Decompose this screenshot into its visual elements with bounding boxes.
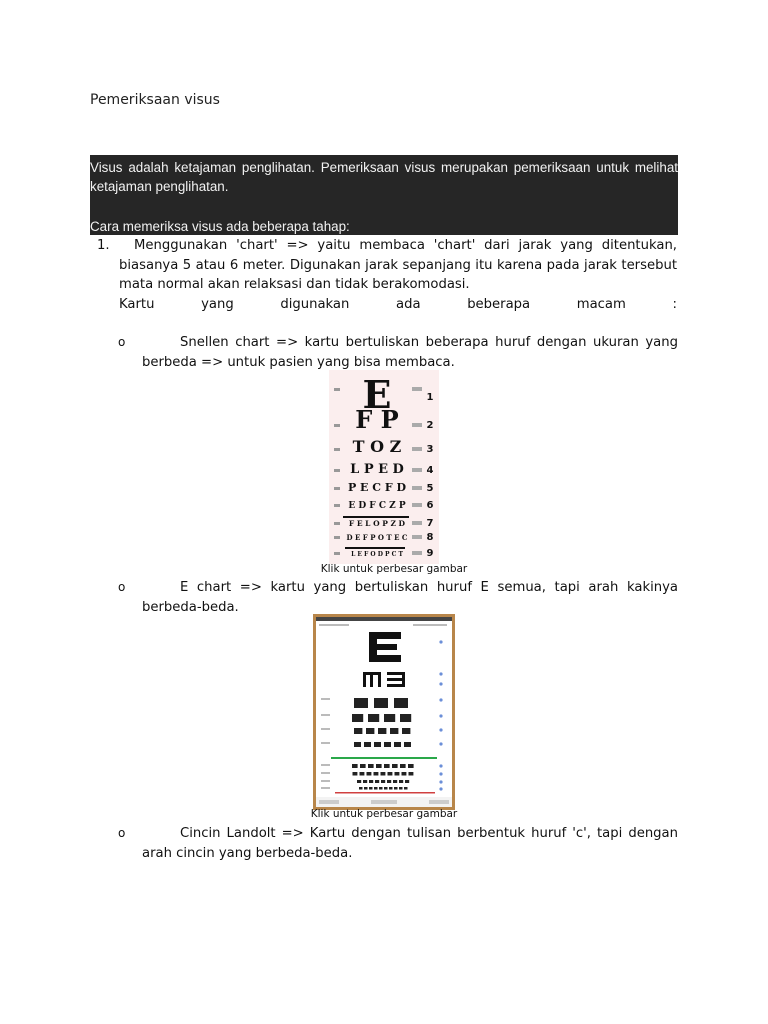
red-line — [335, 792, 435, 794]
e-optotype-small — [400, 764, 406, 768]
bullet-marker: o — [118, 580, 126, 594]
snellen-chart-image[interactable] — [329, 370, 439, 564]
e-row-acuity-label — [321, 764, 330, 766]
bullet-e-chart — [118, 578, 678, 617]
e-optotype-small — [374, 698, 388, 708]
snellen-row-acuity-label — [412, 468, 422, 472]
e-optotype-small — [400, 714, 411, 722]
e-optotype-small — [387, 780, 391, 783]
snellen-row-number: 9 — [426, 548, 434, 559]
e-row-indicator-dot — [439, 742, 442, 745]
step-text — [119, 236, 677, 314]
e-optotype-small — [354, 742, 361, 747]
e-optotype-small — [360, 764, 366, 768]
e-optotype-small — [374, 772, 379, 776]
e-row-indicator-dot — [439, 780, 442, 783]
snellen-row-tick — [334, 448, 340, 451]
snellen-row-letters: L E F O D P C T — [351, 551, 403, 558]
e-optotype-small — [384, 714, 395, 722]
snellen-separator-bar — [345, 547, 405, 549]
e-optotype-small — [402, 728, 410, 734]
snellen-row-number: 3 — [426, 444, 434, 455]
e-optotype-small — [369, 787, 373, 790]
e-optotype-small — [374, 742, 381, 747]
snellen-row-number: 4 — [426, 465, 434, 476]
e-optotype-small — [409, 772, 414, 776]
e-optotype-small — [399, 780, 403, 783]
snellen-row-tick — [334, 487, 340, 490]
e-optotype-small — [366, 728, 374, 734]
e-optotype-small — [394, 787, 398, 790]
last-line-word: yang — [201, 296, 234, 312]
snellen-row-number: 8 — [426, 532, 434, 543]
e-optotype-small — [364, 787, 368, 790]
step-item — [97, 236, 677, 314]
last-line-word: macam — [576, 296, 626, 312]
snellen-row-number: 6 — [426, 500, 434, 511]
last-line-word: digunakan — [280, 296, 350, 312]
e-optotype-small — [394, 742, 401, 747]
e-optotype-small — [388, 772, 393, 776]
snellen-separator-bar — [343, 516, 409, 518]
snellen-row-letters: L P E D — [350, 462, 404, 477]
e-optotype-small — [360, 772, 365, 776]
snellen-row-letters: F E L O P Z D — [348, 519, 406, 528]
e-optotype-small — [378, 728, 386, 734]
snellen-row-letters: F P — [355, 405, 399, 434]
e-row-acuity-label — [321, 698, 330, 700]
e-optotype-small — [384, 787, 388, 790]
bullet-marker: o — [118, 335, 126, 349]
snellen-row-letters: E — [362, 372, 392, 417]
last-line-word: beberapa — [467, 296, 531, 312]
e-optotype-small — [367, 772, 372, 776]
e-row-indicator-dot — [439, 787, 442, 790]
e-optotype-small — [363, 780, 367, 783]
e-optotype-small — [408, 764, 414, 768]
e-optotype-small — [393, 780, 397, 783]
e-optotype-small — [381, 772, 386, 776]
e-optotype-small — [379, 787, 383, 790]
snellen-row-acuity-label — [412, 551, 422, 555]
bullet-snellen — [118, 333, 678, 372]
intro-paragraph: Visus adalah ketajaman penglihatan. Pemeriksaan visus merupakan pemeriksaan untuk melihat ketajaman penglihatan. — [90, 160, 678, 194]
snellen-row-acuity-label — [412, 387, 422, 391]
e-row-indicator-dot — [439, 672, 442, 675]
e-optotype-small — [376, 764, 382, 768]
e-optotype-small — [368, 714, 379, 722]
snellen-row-letters: E D F C Z P — [348, 501, 406, 511]
e-optotype-small — [369, 780, 373, 783]
e-row-acuity-label — [321, 787, 330, 789]
e-optotype-small — [353, 772, 358, 776]
snellen-row-letters: T O Z — [352, 437, 402, 456]
snellen-row-acuity-label — [412, 447, 422, 451]
e-optotype-small — [374, 787, 378, 790]
last-line-word: ada — [396, 296, 421, 312]
e-optotype-small — [384, 764, 390, 768]
e-optotype-large — [369, 632, 401, 662]
last-line-word: : — [672, 296, 677, 312]
e-optotype-small — [389, 787, 393, 790]
e-optotype-small — [405, 780, 409, 783]
e-row-indicator-dot — [439, 698, 442, 701]
e-optotype-small — [384, 742, 391, 747]
e-row-indicator-dot — [439, 714, 442, 717]
snellen-row-acuity-label — [412, 486, 422, 490]
e-row-indicator-dot — [439, 772, 442, 775]
intro-block — [90, 155, 678, 235]
e-row-acuity-label — [321, 772, 330, 774]
step-text-last-line — [119, 295, 677, 315]
snellen-row-tick — [334, 552, 340, 555]
snellen-row-tick — [334, 522, 340, 525]
e-optotype-small — [394, 698, 408, 708]
snellen-row-tick — [334, 504, 340, 507]
step-text-body: Menggunakan 'chart' => yaitu membaca 'chart' dari jarak yang ditentukan, biasanya 5 atau 6 meter. Digunakan jarak sepanjang itu karena pada jarak tersebut mata normal akan relaksasi dan tidak berakomodasi. — [119, 238, 677, 292]
bullet-landolt — [118, 824, 678, 863]
e-optotype-small — [381, 780, 385, 783]
e-optotype-small — [354, 698, 368, 708]
e-optotype-small — [375, 780, 379, 783]
snellen-row-acuity-label — [412, 423, 422, 427]
snellen-row-letters: P E C F D — [347, 481, 407, 494]
e-optotype-small — [404, 787, 408, 790]
e-row-indicator-dot — [439, 640, 442, 643]
snellen-row-acuity-label — [412, 503, 422, 507]
e-row-acuity-label — [321, 742, 330, 744]
e-row-indicator-dot — [439, 682, 442, 685]
landolt-description: Cincin Landolt => Kartu dengan tulisan berbentuk huruf 'c', tapi dengan arah cincin yang berbeda-beda. — [142, 826, 678, 861]
e-chart-description: E chart => kartu yang bertuliskan huruf E semua, tapi arah kakinya berbeda-beda. — [142, 580, 678, 615]
e-optotype-small — [354, 728, 362, 734]
page-title: Pemeriksaan visus — [90, 92, 220, 108]
snellen-row-tick — [334, 536, 340, 539]
e-optotype-small — [352, 714, 363, 722]
snellen-row-letters: D E F P O T E C — [346, 533, 408, 542]
e-optotype-small — [402, 772, 407, 776]
snellen-row-number: 2 — [426, 420, 434, 431]
e-optotype-small — [392, 764, 398, 768]
e-optotype-small — [404, 742, 411, 747]
e-row-acuity-label — [321, 714, 330, 716]
e-optotype-small — [357, 780, 361, 783]
e-optotype-small — [395, 772, 400, 776]
e-row-indicator-dot — [439, 728, 442, 731]
snellen-row-tick — [334, 388, 340, 391]
snellen-row-tick — [334, 469, 340, 472]
last-line-word: Kartu — [119, 296, 155, 312]
snellen-description: Snellen chart => kartu bertuliskan beberapa huruf dengan ukuran yang berbeda => untuk pasien yang bisa membaca. — [142, 335, 678, 370]
snellen-caption[interactable]: Klik untuk perbesar gambar — [320, 563, 468, 575]
snellen-row-acuity-label — [412, 521, 422, 525]
snellen-row-number: 7 — [426, 518, 434, 529]
step-number: 1. — [97, 238, 110, 253]
e-optotype-small — [359, 787, 363, 790]
snellen-row-acuity-label — [412, 535, 422, 539]
e-row-acuity-label — [321, 780, 330, 782]
snellen-row-tick — [334, 424, 340, 427]
e-optotype-small — [364, 742, 371, 747]
e-chart-caption[interactable]: Klik untuk perbesar gambar — [310, 808, 458, 820]
e-row-acuity-label — [321, 728, 330, 730]
snellen-row-number: 1 — [426, 392, 434, 403]
bullet-marker: o — [118, 826, 126, 840]
e-optotype-small — [399, 787, 403, 790]
e-chart-image[interactable] — [313, 614, 455, 810]
green-line — [331, 757, 437, 759]
snellen-row-number: 5 — [426, 483, 434, 494]
e-optotype-small — [352, 764, 358, 768]
e-optotype-small — [390, 728, 398, 734]
e-row-indicator-dot — [439, 764, 442, 767]
e-optotype-small — [368, 764, 374, 768]
intro-steps-heading: Cara memeriksa visus ada beberapa tahap: — [90, 219, 350, 234]
